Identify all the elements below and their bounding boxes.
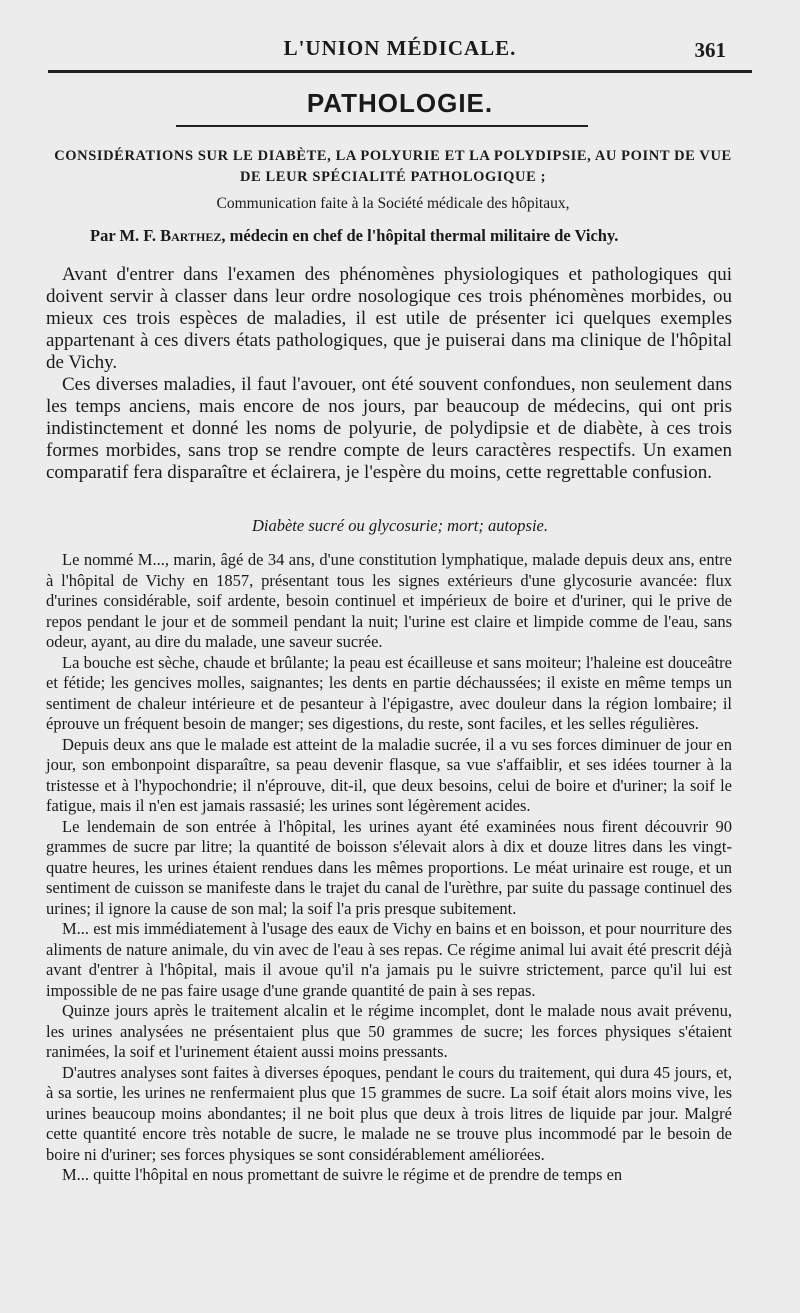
paragraph: Le lendemain de son entrée à l'hôpital, les urines ayant été examinées nous firent découvrir 90 grammes de sucre par litre; la quantité de boisson s'élevait alors à dix et douze litres dans les vingt-quatre heures, les urines étaient rendues dans les mêmes proportions. Le méat urinaire est rouge, et un sentiment de cuisson se manifeste dans le trajet du canal de l'urèthre, par suite du passage continuel des urines; il ignore la cause de son mal; la soif l'a pris presque subitement.: [46, 816, 732, 918]
section-rule: [176, 125, 588, 127]
paragraph: M... quitte l'hôpital en nous promettant de suivre le régime et de prendre de temps en: [62, 1165, 623, 1184]
article-title: CONSIDÉRATIONS SUR LE DIABÈTE, LA POLYURIE ET LA POLYDIPSIE, AU POINT DE VUE DE LEUR SPÉCIALITÉ PATHOLOGIQUE ;: [54, 148, 732, 185]
byline-prefix: Par M. F.: [90, 226, 161, 245]
intro-text: [46, 264, 732, 484]
header-rule: [48, 70, 752, 73]
paragraph: La bouche est sèche, chaude et brûlante; la peau est écailleuse et sans moiteur; l'haleine est douceâtre et fétide; les gencives molles, saignantes; les dents en partie déchaussées; il existe en même temps un sentiment de chaleur intérieure et de pesanteur à l'épigastre, avec douleur dans la région lombaire; il éprouve un fréquent besoin de manger; ses digestions, du reste, sont faciles, et les selles régulières.: [46, 652, 732, 733]
paragraph: Le nommé M..., marin, âgé de 34 ans, d'une constitution lymphatique, malade depuis deux ans, entre à l'hôpital de Vichy en 1857, présentant tous les signes extérieurs d'une glycosurie avancée: flux d'urines considérable, soif ardente, besoin continuel et impérieux de boire et d'uriner, qui le prive de repos pendant le jour et de sommeil pendant la nuit; l'urine est claire et limpide comme de l'eau, sans odeur, ayant, au dire du malade, une saveur sucrée.: [46, 550, 732, 651]
case-text: [46, 550, 732, 1186]
paragraph: Avant d'entrer dans l'examen des phénomènes physiologiques et pathologiques qui doivent servir à classer dans leur ordre nosologique ces trois phénomènes morbides, ou mieux ces trois espèces de maladies, il est utile de présenter ici quelques exemples appartenant à ces divers états pathologiques, que je puiserai dans ma clinique de l'hôpital de Vichy.: [46, 264, 732, 373]
section-title: PATHOLOGIE.: [306, 88, 494, 118]
journal-title: L'UNION MÉDICALE.: [283, 36, 517, 60]
paragraph: M... est mis immédiatement à l'usage des eaux de Vichy en bains et en boisson, et pour nourriture des aliments de nature animale, du vin avec de l'eau à ses repas. Ce régime animal lui avait été prescrit déjà avant d'entrer à l'hôpital, mais il avoue qu'il n'a jamais pu le suivre strictement, parce qu'il lui est impossible de ne pas faire usage d'une grande quantité de pain à ses repas.: [46, 919, 732, 1000]
paragraph: D'autres analyses sont faites à diverses époques, pendant le cours du traitement, qui dura 45 jours, et, à sa sortie, les urines ne renfermaient plus que 15 grammes de sucre. La soif était alors moins vive, les urines beaucoup moins abondantes; il ne boit plus que deux à trois litres de liquide par jour. Malgré cette quantité encore très notable de sucre, le malade ne se trouve plus incommodé par le besoin de boire ni d'uriner; ses forces physiques se sont considérablement améliorées.: [46, 1062, 732, 1164]
paragraph: Depuis deux ans que le malade est atteint de la maladie sucrée, il a vu ses forces diminuer de jour en jour, son embonpoint disparaître, sa peau devenir flasque, sa vue s'affaiblir, et ses idées tourner à la tristesse et à l'hypochondrie; il n'éprouve, dit-il, que deux besoins, celui de boire et d'uriner; la soif le fatigue, mais il n'en est jamais rassasié; les urines sont légèrement acides.: [46, 734, 732, 815]
author-name: Barthez: [160, 226, 222, 245]
paragraph: Ces diverses maladies, il faut l'avouer, ont été souvent confondues, non seulement dans les temps anciens, mais encore de nos jours, par beaucoup de médecins, qui ont pris indistinctement et donné les noms de polyurie, de polydipsie et de diabète, à ces trois formes morbides, sans trop se rendre compte de leurs caractères respectifs. Un examen comparatif fera disparaître et éclairera, je l'espère du moins, cette regrettable confusion.: [46, 374, 732, 483]
byline-suffix: , médecin en chef de l'hôpital thermal militaire de Vichy.: [221, 226, 619, 245]
running-head: [0, 30, 800, 66]
page-number: 361: [694, 38, 726, 62]
byline: [90, 226, 740, 246]
paragraph: Quinze jours après le traitement alcalin et le régime incomplet, dont le malade nous avait prévenu, les urines analysées ne présentaient plus que 50 grammes de sucre; les forces physiques s'étaient ranimées, la soif et l'urinement étaient aussi moins pressants.: [46, 1001, 732, 1061]
communication-note: Communication faite à la Société médicale des hôpitaux,: [216, 195, 570, 212]
case-heading: Diabète sucré ou glycosurie; mort; autopsie.: [251, 516, 549, 535]
